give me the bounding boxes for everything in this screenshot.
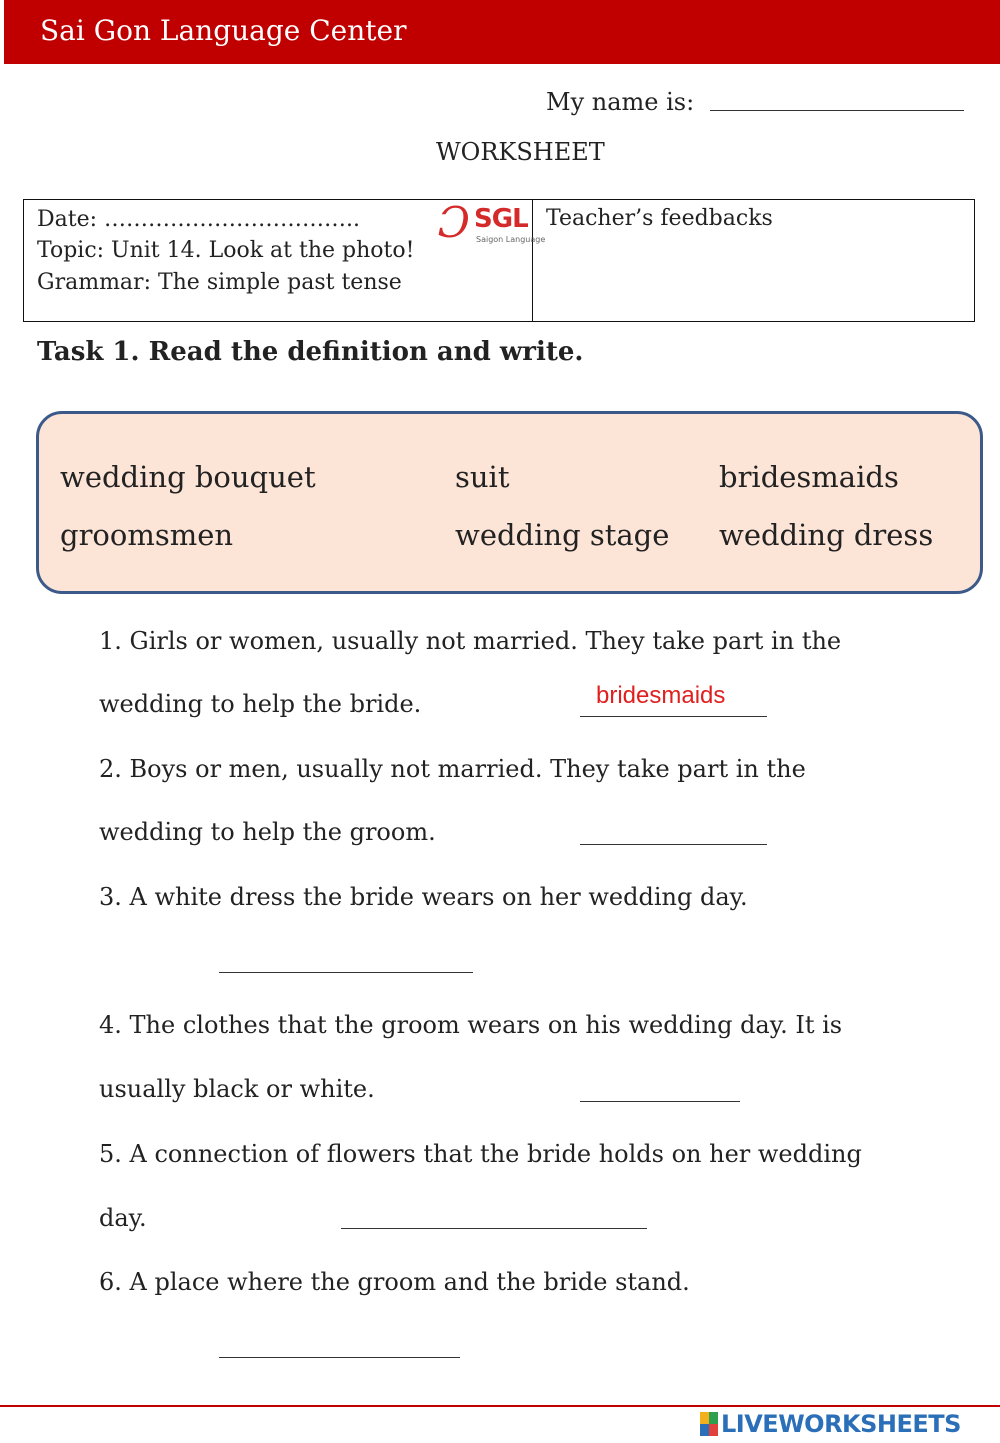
- question-4-text-cont: usually black or white.: [99, 1075, 375, 1103]
- question-1-text: 1. Girls or women, usually not married. They take part in the: [99, 627, 842, 655]
- grammar-line: Grammar: The simple past tense: [37, 270, 402, 295]
- name-label: My name is:: [546, 88, 695, 116]
- topic-line: Topic: Unit 14. Look at the photo!: [37, 238, 415, 263]
- liveworksheets-icon: [700, 1412, 718, 1436]
- worksheet-title: WORKSHEET: [436, 138, 605, 166]
- word-bank-item: wedding stage: [455, 518, 670, 552]
- word-bank: [36, 411, 983, 594]
- word-bank-item: wedding bouquet: [60, 460, 316, 494]
- question-1-text-cont: wedding to help the bride.: [99, 690, 422, 718]
- footer-divider: [0, 1405, 1000, 1407]
- question-1-blank[interactable]: [580, 716, 767, 717]
- question-5-text-cont: day.: [99, 1204, 147, 1232]
- question-4-blank[interactable]: [580, 1101, 740, 1102]
- header-title: Sai Gon Language Center: [40, 14, 407, 47]
- question-6-text: 6. A place where the groom and the bride stand.: [99, 1268, 690, 1296]
- liveworksheets-brand: LIVEWORKSHEETS: [721, 1410, 961, 1438]
- question-2-text: 2. Boys or men, usually not married. They take part in the: [99, 755, 806, 783]
- question-5-blank[interactable]: [341, 1228, 647, 1229]
- question-3-blank[interactable]: [219, 972, 473, 973]
- logo-brand: SGL: [474, 204, 528, 234]
- question-4-text: 4. The clothes that the groom wears on his wedding day. It is: [99, 1011, 843, 1039]
- question-3-text: 3. A white dress the bride wears on her wedding day.: [99, 883, 748, 911]
- word-bank-item: bridesmaids: [719, 460, 899, 494]
- question-2-text-cont: wedding to help the groom.: [99, 818, 436, 846]
- feedback-label: Teacher’s feedbacks: [546, 206, 773, 231]
- logo-subtitle: Saigon Language: [476, 235, 546, 244]
- question-6-blank[interactable]: [219, 1357, 460, 1358]
- date-line: Date: ……………………………..: [37, 207, 361, 232]
- header-bar: [4, 0, 1000, 64]
- question-5-text: 5. A connection of flowers that the bride holds on her wedding: [99, 1140, 862, 1168]
- name-input-line[interactable]: [710, 110, 964, 111]
- word-bank-item: wedding dress: [719, 518, 934, 552]
- sgl-logo: [430, 198, 546, 248]
- word-bank-item: suit: [455, 460, 510, 494]
- sgl-swirl-icon: Ɔ: [438, 198, 471, 247]
- question-1-answer: bridesmaids: [596, 682, 726, 709]
- question-2-blank[interactable]: [580, 844, 767, 845]
- liveworksheets-logo: [700, 1409, 961, 1439]
- word-bank-item: groomsmen: [60, 518, 234, 552]
- task1-heading: Task 1. Read the definition and write.: [37, 337, 584, 367]
